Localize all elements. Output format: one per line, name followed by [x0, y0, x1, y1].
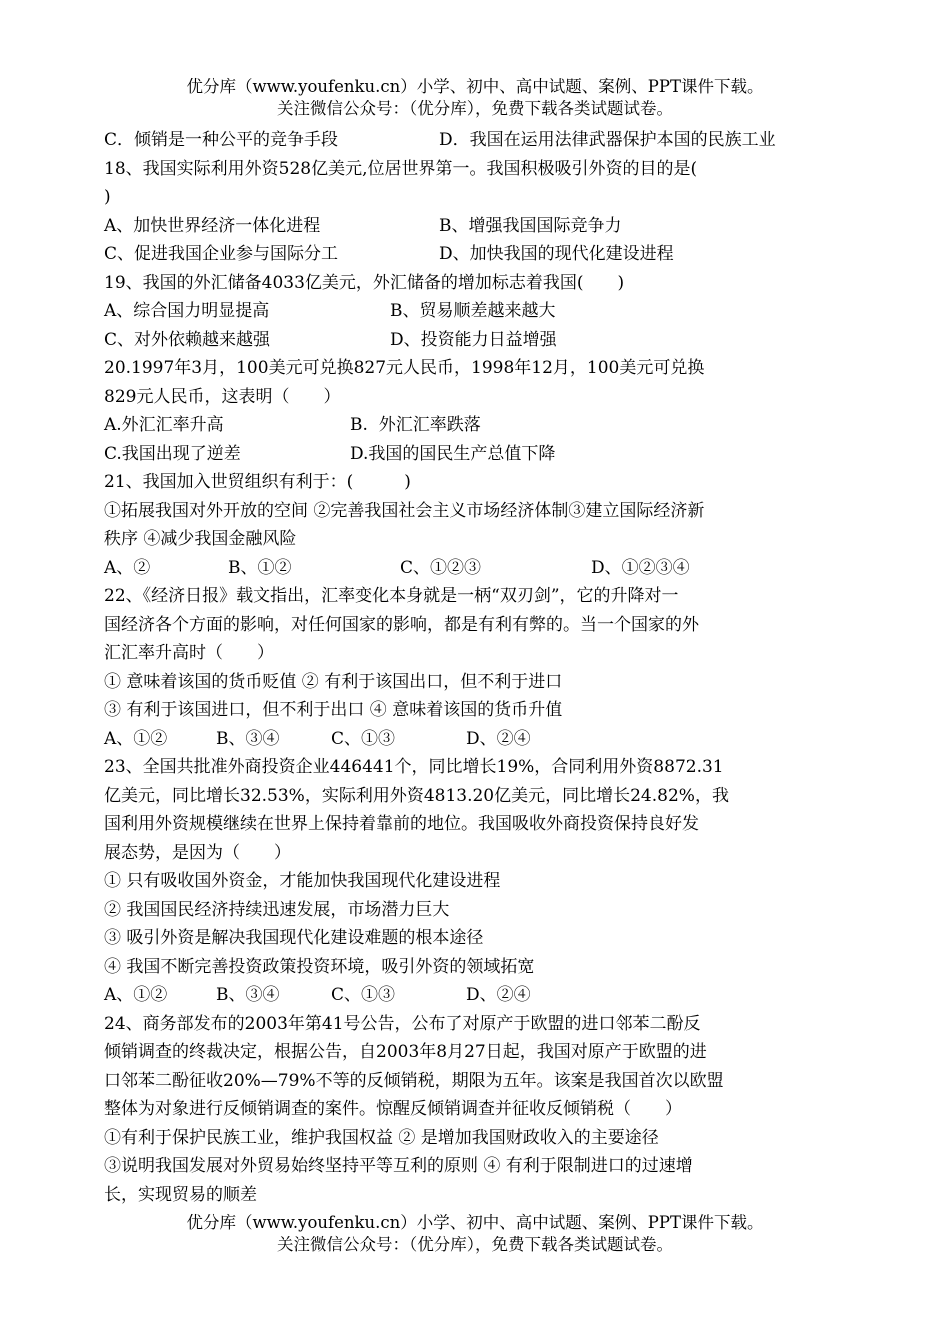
line-text: 秩序 ④减少我国金融风险 [104, 529, 297, 549]
text-line [104, 326, 804, 355]
line-text: 汇汇率升高时（ ） [104, 643, 274, 663]
option-segment: D、①②③④ [591, 557, 690, 578]
option-segment: B. 外汇汇率跌落 [350, 415, 481, 435]
line-text: 20.1997年3月，100美元可兑换827元人民币，1998年12月，100美元可兑换 [104, 358, 705, 378]
option-segment: A.外汇汇率升高 [104, 415, 224, 435]
header-line-2: 关注微信公众号：（优分库），免费下载各类试题试卷。 [277, 99, 673, 118]
line-text: 国经济各个方面的影响，对任何国家的影响，都是有利有弊的。当一个国家的外 [104, 614, 699, 635]
option-segment: C、对外依赖越来越强 [104, 329, 271, 350]
option-segment: A、①② [104, 728, 168, 749]
text-line [104, 867, 804, 896]
option-segment: C、①②③ [400, 557, 482, 578]
text-line [104, 725, 804, 754]
text-line [104, 582, 804, 611]
text-line [104, 981, 804, 1010]
text-line [104, 1181, 804, 1210]
option-segment: C．倾销是一种公平的竞争手段 [104, 130, 339, 150]
line-text: 展态势，是因为（ ） [104, 842, 291, 863]
text-line [104, 896, 804, 925]
text-line [104, 1038, 804, 1067]
line-text: 倾销调查的终裁决定，根据公告，自2003年8月27日起，我国对原产于欧盟的进 [104, 1042, 707, 1062]
text-line [104, 668, 804, 697]
option-segment: C、促进我国企业参与国际分工 [104, 244, 339, 264]
line-text: ③ 有利于该国进口，但不利于出口 ④ 意味着该国的货币升值 [104, 700, 563, 720]
text-line [104, 782, 804, 811]
line-text: 24、商务部发布的2003年第41号公告，公布了对原产于欧盟的进口邻苯二酚反 [104, 1013, 701, 1034]
option-segment: C.我国出现了逆差 [104, 443, 241, 464]
line-text: 18、我国实际利用外资528亿美元,位居世界第一。我国积极吸引外资的目的是( [104, 158, 698, 179]
exam-content [104, 126, 804, 1209]
text-line [104, 1124, 804, 1153]
option-segment: C、①③ [331, 985, 396, 1005]
option-segment: B、①② [228, 557, 292, 578]
line-text: 亿美元，同比增长32.53%，实际利用外资4813.20亿美元，同比增长24.82%，我 [104, 785, 729, 806]
line-text: 整体为对象进行反倾销调查的案件。惊醒反倾销调查并征收反倾销税（ ） [104, 1099, 682, 1119]
text-line [104, 924, 804, 953]
line-text: ④ 我国不断完善投资政策投资环境，吸引外资的领域拓宽 [104, 956, 535, 977]
option-segment: D．我国在运用法律武器保护本国的民族工业 [439, 130, 776, 150]
line-text: ③说明我国发展对外贸易始终坚持平等互利的原则 ④ 有利于限制进口的过速增 [104, 1156, 693, 1176]
text-line [104, 297, 804, 326]
text-line [104, 839, 804, 868]
text-line [104, 354, 804, 383]
option-segment: A、加快世界经济一体化进程 [104, 215, 321, 236]
line-text: ① 只有吸收国外资金，才能加快我国现代化建设进程 [104, 871, 501, 891]
line-text: ①有利于保护民族工业，维护我国权益 ② 是增加我国财政收入的主要途径 [104, 1127, 659, 1148]
text-line [104, 753, 804, 782]
option-segment: D、加快我国的现代化建设进程 [439, 244, 674, 264]
option-segment: B、③④ [216, 728, 280, 749]
text-line [104, 155, 804, 184]
option-segment: D.我国的国民生产总值下降 [350, 443, 556, 464]
text-line [104, 240, 804, 269]
line-text: ① 意味着该国的货币贬值 ② 有利于该国出口，但不利于进口 [104, 671, 563, 692]
text-line [104, 440, 804, 469]
option-segment: C、①③ [331, 728, 396, 749]
option-segment: A、② [104, 557, 151, 578]
line-text: 长，实现贸易的顺差 [104, 1184, 257, 1205]
text-line [104, 411, 804, 440]
text-line [104, 525, 804, 554]
text-line [104, 383, 804, 412]
header-line-1: 优分库（www.youfenku.cn）小学、初中、高中试题、案例、PPT课件下载。 [186, 77, 764, 96]
line-text: 22、《经济日报》载文指出，汇率变化本身就是一柄“双刃剑”，它的升降对一 [104, 586, 679, 606]
footer-line-2: 关注微信公众号：（优分库），免费下载各类试题试卷。 [277, 1235, 673, 1254]
option-segment: A、综合国力明显提高 [104, 301, 270, 321]
text-line [104, 468, 804, 497]
line-text: 国利用外资规模继续在世界上保持着靠前的地位。我国吸收外商投资保持良好发 [104, 814, 699, 834]
text-line [104, 810, 804, 839]
text-line [104, 953, 804, 982]
line-text: 19、我国的外汇储备4033亿美元，外汇储备的增加标志着我国( ) [104, 272, 625, 293]
footer-line-1: 优分库（www.youfenku.cn）小学、初中、高中试题、案例、PPT课件下载。 [186, 1213, 764, 1232]
line-text: ② 我国国民经济持续迅速发展，市场潜力巨大 [104, 899, 450, 920]
option-segment: B、贸易顺差越来越大 [390, 301, 556, 321]
option-segment: B、③④ [216, 985, 280, 1005]
option-segment: D、②④ [466, 728, 531, 749]
text-line [104, 126, 804, 155]
text-line [104, 1095, 804, 1124]
text-line [104, 696, 804, 725]
text-line [104, 611, 804, 640]
line-text: ③ 吸引外资是解决我国现代化建设难题的根本途径 [104, 928, 484, 948]
page-header [0, 76, 950, 120]
option-segment: D、②④ [466, 985, 531, 1005]
text-line [104, 639, 804, 668]
text-line [104, 1067, 804, 1096]
text-line [104, 269, 804, 298]
text-line [104, 1010, 804, 1039]
text-line [104, 497, 804, 526]
line-text: 口邻苯二酚征收20%—79%不等的反倾销税，期限为五年。该案是我国首次以欧盟 [104, 1070, 724, 1091]
page-footer [0, 1212, 950, 1256]
text-line [104, 1152, 804, 1181]
option-segment: B、增强我国国际竞争力 [439, 215, 622, 236]
option-segment: A、①② [104, 985, 168, 1005]
line-text: ) [104, 187, 111, 207]
text-line [104, 183, 804, 212]
line-text: 21、我国加入世贸组织有利于：( ) [104, 472, 411, 492]
option-segment: D、投资能力日益增强 [390, 329, 557, 350]
text-line [104, 212, 804, 241]
text-line [104, 554, 804, 583]
line-text: ①拓展我国对外开放的空间 ②完善我国社会主义市场经济体制③建立国际经济新 [104, 500, 705, 521]
line-text: 23、全国共批准外商投资企业446441个，同比增长19%，合同利用外资8872.31 [104, 757, 724, 777]
line-text: 829元人民币，这表明（ ） [104, 386, 341, 407]
